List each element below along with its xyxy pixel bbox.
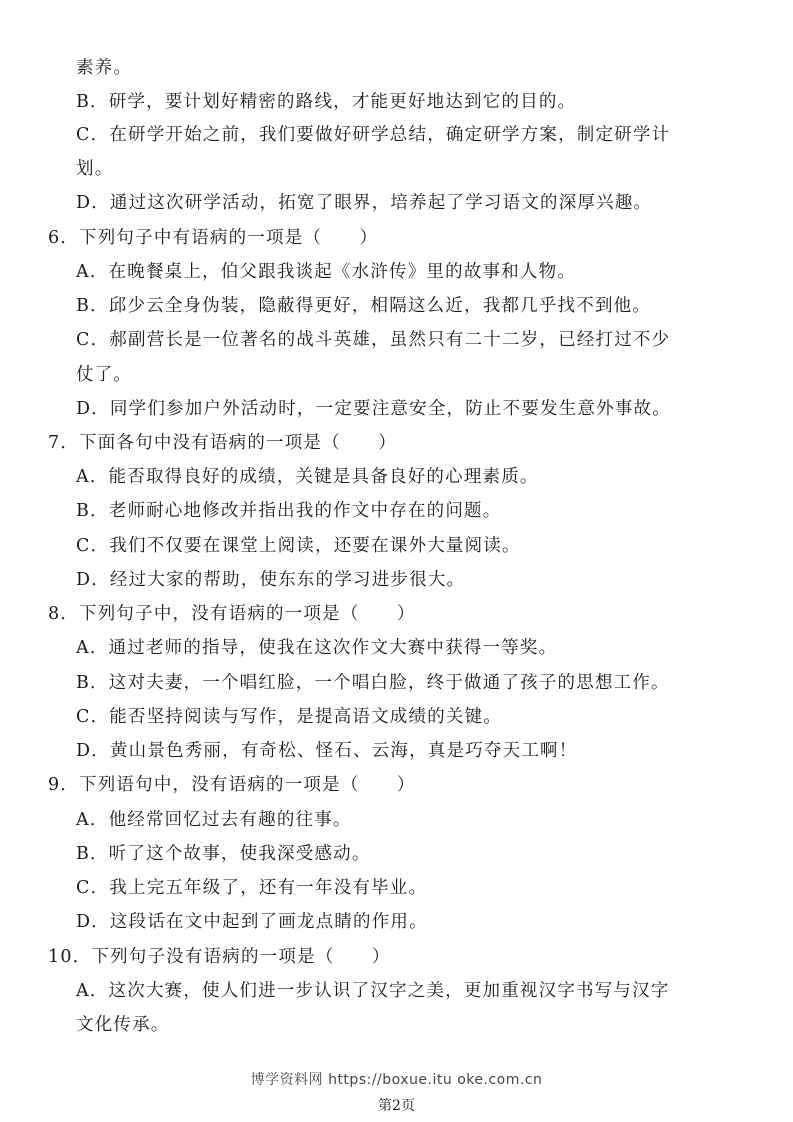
option-d: D．通过这次研学活动，拓宽了眼界，培养起了学习语文的深厚兴趣。 (76, 193, 653, 213)
page-number: 第2页 (378, 1098, 415, 1114)
option-d: D．经过大家的帮助，使东东的学习进步很大。 (76, 570, 466, 590)
option-c: C．在研学开始之前，我们要做好研学总结，确定研学方案，制定研学计 (76, 125, 671, 145)
option-b: B．老师耐心地修改并指出我的作文中存在的问题。 (76, 501, 502, 521)
question-6: 6．下列句子中有语病的一项是（ ） (48, 228, 379, 248)
option-b: B．研学，要计划好精密的路线，才能更好地达到它的目的。 (76, 92, 577, 112)
option-d: D．黄山景色秀丽，有奇松、怪石、云海，真是巧夺天工啊！ (76, 741, 578, 761)
option-c: C．郝副营长是一位著名的战斗英雄，虽然只有二十二岁，已经打过不少 (76, 330, 671, 350)
text-line: 文化传承。 (76, 1015, 170, 1035)
option-b: B．邱少云全身伪装，隐蔽得更好，相隔这么近，我都几乎找不到他。 (76, 296, 652, 316)
option-c: C．我上完五年级了，还有一年没有毕业。 (76, 878, 428, 898)
text-line: 素养。 (76, 58, 133, 78)
option-a: A．他经常回忆过去有趣的往事。 (76, 810, 352, 830)
option-b: B．听了这个故事，使我深受感动。 (76, 844, 371, 864)
question-10: 10．下列句子没有语病的一项是（ ） (48, 947, 391, 967)
option-a: A．能否取得良好的成绩，关键是具备良好的心理素质。 (76, 467, 539, 487)
question-9: 9．下列语句中，没有语病的一项是（ ） (48, 775, 416, 795)
text-line: 仗了。 (76, 365, 133, 385)
option-a: A．通过老师的指导，使我在这次作文大赛中获得一等奖。 (76, 638, 558, 658)
option-a: A．在晚餐桌上，伯父跟我谈起《水浒传》里的故事和人物。 (76, 262, 577, 282)
option-a: A．这次大赛，使人们进一步认识了汉字之美，更加重视汉字书写与汉字 (76, 981, 670, 1001)
footer-watermark: 博学资料网 https://boxue.itu oke.com.cn (250, 1072, 543, 1088)
option-d: D．这段话在文中起到了画龙点睛的作用。 (76, 912, 428, 932)
option-c: C．我们不仅要在课堂上阅读，还要在课外大量阅读。 (76, 536, 521, 556)
text-line: 划。 (76, 159, 114, 179)
question-8: 8．下列句子中，没有语病的一项是（ ） (48, 604, 416, 624)
option-b: B．这对夫妻，一个唱红脸，一个唱白脸，终于做通了孩子的思想工作。 (76, 673, 670, 693)
option-c: C．能否坚持阅读与写作，是提高语文成绩的关键。 (76, 707, 502, 727)
option-d: D．同学们参加户外活动时，一定要注意安全，防止不要发生意外事故。 (76, 399, 671, 419)
question-7: 7．下面各句中没有语病的一项是（ ） (48, 433, 397, 453)
